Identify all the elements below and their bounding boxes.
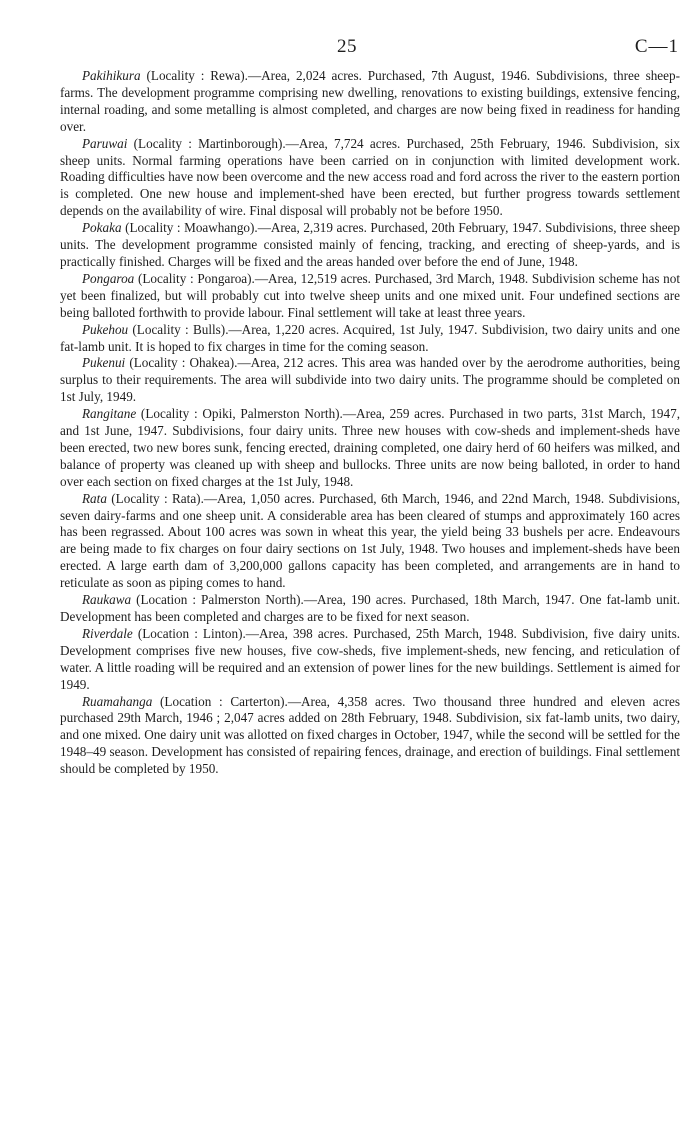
paragraph-text: (Locality : Martinborough).—Area, 7,724 acres. Purchased, 25th February, 1946. Subdivision, six sheep units. Normal farming operations have been carried on in conjunction with limited development work. Roading difficulties have now been overcome and the new access road and ford across the river to the eastern portion is completed. One new house and implement-shed have been erected, but further progress towards settlement depends on the availability of wire. Final disposal will probably not be before 1950. — [60, 135, 680, 219]
paragraph-text: (Locality : Rewa).—Area, 2,024 acres. Purchased, 7th August, 1946. Subdivisions, three sheep-farms. The development programme comprising new dwelling, renovations to existing buildings, extensive fencing, internal roading, and some metalling is almost completed, and charges are now being fixed in readiness for handing over. — [60, 68, 680, 134]
paragraph-riverdale — [60, 626, 680, 694]
place-name: Rata — [82, 490, 107, 506]
paragraph-rata — [60, 491, 680, 592]
paragraph-raukawa — [60, 592, 680, 626]
paragraph-text: (Location : Linton).—Area, 398 acres. Purchased, 25th March, 1948. Subdivision, five dairy units. Development comprises five new houses, five cow-sheds, five implement-sheds, new fencing, and reticulation of water. A little roading will be required and an extension of power lines for the new buildings. Settlement is aimed for 1949. — [60, 625, 680, 692]
paragraph-pongaroa — [60, 271, 680, 322]
place-name: Pukehou — [82, 321, 129, 337]
paragraph-pukehou — [60, 322, 680, 356]
page-number: 25 — [337, 36, 357, 57]
document-code: C—1 — [634, 36, 679, 57]
place-name: Pokaka — [82, 220, 122, 236]
paragraph-text: (Locality : Moawhango).—Area, 2,319 acres. Purchased, 20th February, 1947. Subdivisions, three sheep units. The development programme consisted mainly of fencing, tracking, and erecting of sheep-yards, and is practically finished. Charges will be fixed and the areas handed over before the end of June, 1948. — [60, 220, 680, 269]
place-name: Paruwai — [82, 135, 128, 151]
paragraph-text: (Locality : Opiki, Palmerston North).—Area, 259 acres. Purchased in two parts, 31st March, 1947, and 1st June, 1947. Subdivisions, four dairy units. Three new houses with cow-sheds and implement-sheds have been erected, two new bores sunk, fencing erected, draining completed, one dairy herd of 60 heifers was milked, and balance of property was cleaned up with sheep and bullocks. Three units are now being balloted, in order to hand over each section on fixed charges at the 1st July, 1948. — [60, 406, 680, 489]
body-text — [60, 68, 680, 778]
paragraph-text: (Locality : Ohakea).—Area, 212 acres. This area was handed over by the aerodrome authorities, being surplus to their requirements. The area will subdivide into two dairy units. The programme should be completed on 1st July, 1949. — [60, 355, 680, 405]
paragraph-pukenui — [60, 355, 680, 406]
place-name: Raukawa — [82, 592, 132, 608]
place-name: Riverdale — [82, 625, 133, 641]
paragraph-text: (Locality : Rata).—Area, 1,050 acres. Purchased, 6th March, 1946, and 22nd March, 1948. Subdivisions, seven dairy-farms and one sheep unit. A considerable area has been cleared of stumps and approximately 160 acres has been regrassed. About 100 acres was sown in wheat this year, the yield being 33 bushels per acre. Endeavours are being made to fix charges on four dairy sections on 1st July, 1948. Two houses and implement-sheds have been erected. A large earth dam of 3,200,000 gallons capacity has been completed, and arrangements are in hand to reticulate as soon as piping comes to hand. — [60, 490, 680, 591]
paragraph-text: (Locality : Bulls).—Area, 1,220 acres. Acquired, 1st July, 1947. Subdivision, two dairy units and one fat-lamb unit. It is hoped to fix charges in time for the coming season. — [60, 321, 680, 354]
place-name: Pakihikura — [82, 68, 141, 83]
place-name: Pongaroa — [82, 270, 135, 286]
paragraph-text: (Locality : Pongaroa).—Area, 12,519 acres. Purchased, 3rd March, 1948. Subdivision scheme has not yet been finalized, but will probably cut into twelve sheep units and one mixed unit. Four undefined sections are being balloted forthwith to provide labour. Final settlement will take at least three years. — [60, 270, 680, 320]
paragraph-pokaka — [60, 220, 680, 271]
place-name: Rangitane — [82, 406, 137, 422]
page-header — [0, 36, 700, 60]
paragraph-paruwai — [60, 136, 680, 221]
place-name: Ruamahanga — [82, 693, 153, 709]
paragraph-pakihikura — [60, 68, 680, 136]
paragraph-ruamahanga — [60, 694, 680, 779]
paragraph-text: (Location : Palmerston North).—Area, 190 acres. Purchased, 18th March, 1947. One fat-lamb unit. Development has been completed and charges are to be fixed for next season. — [60, 592, 680, 624]
paragraph-rangitane — [60, 406, 680, 491]
place-name: Pukenui — [82, 355, 126, 371]
paragraph-text: (Location : Carterton).—Area, 4,358 acres. Two thousand three hundred and eleven acres purchased 29th March, 1946 ; 2,047 acres added on 28th February, 1948. Subdivision, six fat-lamb units, two dairy, and one mixed. One dairy unit was allotted on fixed charges in October, 1947, while the second will be settled for the 1948–49 season. Development has consisted of repairing fences, drainage, and erection of buildings. Final settlement should be completed by 1950. — [60, 693, 680, 777]
